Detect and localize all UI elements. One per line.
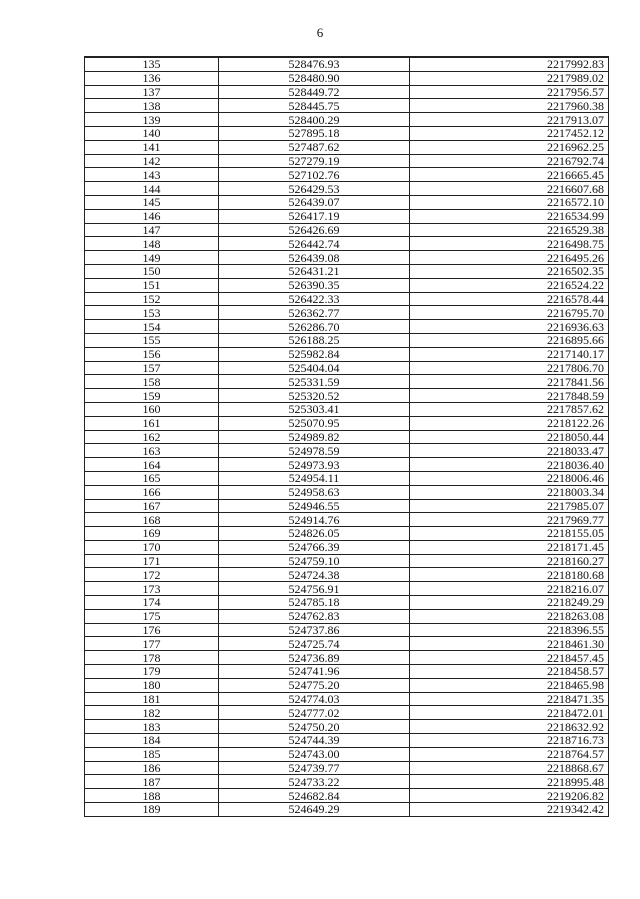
y-coordinate-cell: 2217992.83 <box>410 57 609 71</box>
table-row <box>85 195 609 209</box>
point-number-cell: 161 <box>85 416 219 430</box>
table-row <box>85 706 609 720</box>
table-row <box>85 306 609 320</box>
y-coordinate-cell: 2218716.73 <box>410 734 609 748</box>
x-coordinate-cell: 524736.89 <box>219 651 410 665</box>
y-coordinate-cell: 2216498.75 <box>410 237 609 251</box>
y-coordinate-cell: 2218006.46 <box>410 471 609 485</box>
point-number-cell: 157 <box>85 361 219 375</box>
y-coordinate-cell: 2216502.35 <box>410 264 609 278</box>
table-row <box>85 761 609 775</box>
point-number-cell: 159 <box>85 389 219 403</box>
table-row <box>85 582 609 596</box>
point-number-cell: 178 <box>85 651 219 665</box>
point-number-cell: 149 <box>85 251 219 265</box>
y-coordinate-cell: 2216665.45 <box>410 168 609 182</box>
table-row <box>85 485 609 499</box>
point-number-cell: 158 <box>85 375 219 389</box>
table-row <box>85 568 609 582</box>
point-number-cell: 137 <box>85 85 219 99</box>
y-coordinate-cell: 2216936.63 <box>410 320 609 334</box>
x-coordinate-cell: 527279.19 <box>219 154 410 168</box>
x-coordinate-cell: 525320.52 <box>219 389 410 403</box>
x-coordinate-cell: 524649.29 <box>219 803 410 817</box>
point-number-cell: 181 <box>85 692 219 706</box>
x-coordinate-cell: 524682.84 <box>219 789 410 803</box>
y-coordinate-cell: 2219342.42 <box>410 803 609 817</box>
table-row <box>85 554 609 568</box>
x-coordinate-cell: 526286.70 <box>219 320 410 334</box>
x-coordinate-cell: 524978.59 <box>219 444 410 458</box>
table-row <box>85 292 609 306</box>
table-row <box>85 499 609 513</box>
table-row <box>85 596 609 610</box>
x-coordinate-cell: 524733.22 <box>219 775 410 789</box>
y-coordinate-cell: 2218471.35 <box>410 692 609 706</box>
point-number-cell: 177 <box>85 637 219 651</box>
table-row <box>85 57 609 71</box>
x-coordinate-cell: 525404.04 <box>219 361 410 375</box>
point-number-cell: 172 <box>85 568 219 582</box>
y-coordinate-cell: 2217989.02 <box>410 71 609 85</box>
y-coordinate-cell: 2219206.82 <box>410 789 609 803</box>
table-row <box>85 168 609 182</box>
table-row <box>85 278 609 292</box>
y-coordinate-cell: 2217857.62 <box>410 402 609 416</box>
y-coordinate-cell: 2216962.25 <box>410 140 609 154</box>
table-row <box>85 651 609 665</box>
table-row <box>85 71 609 85</box>
x-coordinate-cell: 524759.10 <box>219 554 410 568</box>
table-row <box>85 513 609 527</box>
y-coordinate-cell: 2218036.40 <box>410 458 609 472</box>
table-row <box>85 402 609 416</box>
point-number-cell: 180 <box>85 678 219 692</box>
y-coordinate-cell: 2218160.27 <box>410 554 609 568</box>
table-row <box>85 430 609 444</box>
table-row <box>85 665 609 679</box>
y-coordinate-cell: 2218461.30 <box>410 637 609 651</box>
x-coordinate-cell: 526362.77 <box>219 306 410 320</box>
table-row <box>85 347 609 361</box>
y-coordinate-cell: 2218263.08 <box>410 609 609 623</box>
x-coordinate-cell: 526431.21 <box>219 264 410 278</box>
table-row <box>85 527 609 541</box>
y-coordinate-cell: 2217956.57 <box>410 85 609 99</box>
y-coordinate-cell: 2218632.92 <box>410 720 609 734</box>
y-coordinate-cell: 2218458.57 <box>410 665 609 679</box>
y-coordinate-cell: 2218003.34 <box>410 485 609 499</box>
x-coordinate-cell: 526442.74 <box>219 237 410 251</box>
point-number-cell: 176 <box>85 623 219 637</box>
x-coordinate-cell: 524774.03 <box>219 692 410 706</box>
x-coordinate-cell: 524766.39 <box>219 540 410 554</box>
table-row <box>85 333 609 347</box>
point-number-cell: 174 <box>85 596 219 610</box>
point-number-cell: 183 <box>85 720 219 734</box>
y-coordinate-cell: 2218122.26 <box>410 416 609 430</box>
x-coordinate-cell: 526426.69 <box>219 223 410 237</box>
point-number-cell: 184 <box>85 734 219 748</box>
table-row <box>85 678 609 692</box>
point-number-cell: 182 <box>85 706 219 720</box>
table-row <box>85 803 609 817</box>
x-coordinate-cell: 525070.95 <box>219 416 410 430</box>
x-coordinate-cell: 524750.20 <box>219 720 410 734</box>
x-coordinate-cell: 525303.41 <box>219 402 410 416</box>
table-row <box>85 99 609 113</box>
table-row <box>85 361 609 375</box>
x-coordinate-cell: 526422.33 <box>219 292 410 306</box>
page-number: 6 <box>316 25 324 40</box>
y-coordinate-cell: 2216495.26 <box>410 251 609 265</box>
point-number-cell: 169 <box>85 527 219 541</box>
table-row <box>85 126 609 140</box>
y-coordinate-cell: 2218155.05 <box>410 527 609 541</box>
y-coordinate-cell: 2217960.38 <box>410 99 609 113</box>
table-row <box>85 237 609 251</box>
y-coordinate-cell: 2217985.07 <box>410 499 609 513</box>
point-number-cell: 179 <box>85 665 219 679</box>
y-coordinate-cell: 2217806.70 <box>410 361 609 375</box>
x-coordinate-cell: 528480.90 <box>219 71 410 85</box>
x-coordinate-cell: 526390.35 <box>219 278 410 292</box>
point-number-cell: 189 <box>85 803 219 817</box>
table-row <box>85 320 609 334</box>
x-coordinate-cell: 524744.39 <box>219 734 410 748</box>
x-coordinate-cell: 526439.08 <box>219 251 410 265</box>
point-number-cell: 153 <box>85 306 219 320</box>
y-coordinate-cell: 2217848.59 <box>410 389 609 403</box>
table-row <box>85 775 609 789</box>
x-coordinate-cell: 524785.18 <box>219 596 410 610</box>
y-coordinate-cell: 2216578.44 <box>410 292 609 306</box>
point-number-cell: 136 <box>85 71 219 85</box>
x-coordinate-cell: 525331.59 <box>219 375 410 389</box>
x-coordinate-cell: 527487.62 <box>219 140 410 154</box>
table-row <box>85 692 609 706</box>
x-coordinate-cell: 525982.84 <box>219 347 410 361</box>
point-number-cell: 148 <box>85 237 219 251</box>
point-number-cell: 152 <box>85 292 219 306</box>
table-row <box>85 747 609 761</box>
x-coordinate-cell: 524777.02 <box>219 706 410 720</box>
point-number-cell: 147 <box>85 223 219 237</box>
table-row <box>85 251 609 265</box>
x-coordinate-cell: 524725.74 <box>219 637 410 651</box>
table-row <box>85 623 609 637</box>
point-number-cell: 144 <box>85 182 219 196</box>
table-row <box>85 416 609 430</box>
y-coordinate-cell: 2218995.48 <box>410 775 609 789</box>
point-number-cell: 160 <box>85 402 219 416</box>
point-number-cell: 146 <box>85 209 219 223</box>
x-coordinate-cell: 528449.72 <box>219 85 410 99</box>
y-coordinate-cell: 2216534.99 <box>410 209 609 223</box>
x-coordinate-cell: 528445.75 <box>219 99 410 113</box>
table-row <box>85 540 609 554</box>
table-row <box>85 720 609 734</box>
table-row <box>85 182 609 196</box>
x-coordinate-cell: 524762.83 <box>219 609 410 623</box>
point-number-cell: 173 <box>85 582 219 596</box>
y-coordinate-cell: 2216572.10 <box>410 195 609 209</box>
y-coordinate-cell: 2218249.29 <box>410 596 609 610</box>
table-row <box>85 113 609 127</box>
x-coordinate-cell: 527895.18 <box>219 126 410 140</box>
table-row <box>85 789 609 803</box>
y-coordinate-cell: 2216895.66 <box>410 333 609 347</box>
table-row <box>85 471 609 485</box>
point-number-cell: 135 <box>85 57 219 71</box>
table-row <box>85 85 609 99</box>
x-coordinate-cell: 527102.76 <box>219 168 410 182</box>
y-coordinate-cell: 2217452.12 <box>410 126 609 140</box>
y-coordinate-cell: 2218465.98 <box>410 678 609 692</box>
table-row <box>85 209 609 223</box>
y-coordinate-cell: 2218180.68 <box>410 568 609 582</box>
x-coordinate-cell: 524737.86 <box>219 623 410 637</box>
x-coordinate-cell: 524724.38 <box>219 568 410 582</box>
point-number-cell: 165 <box>85 471 219 485</box>
x-coordinate-cell: 524973.93 <box>219 458 410 472</box>
table-row <box>85 154 609 168</box>
point-number-cell: 150 <box>85 264 219 278</box>
y-coordinate-cell: 2218050.44 <box>410 430 609 444</box>
coordinates-table-body <box>85 57 609 816</box>
point-number-cell: 140 <box>85 126 219 140</box>
point-number-cell: 145 <box>85 195 219 209</box>
point-number-cell: 166 <box>85 485 219 499</box>
point-number-cell: 167 <box>85 499 219 513</box>
point-number-cell: 151 <box>85 278 219 292</box>
point-number-cell: 138 <box>85 99 219 113</box>
point-number-cell: 141 <box>85 140 219 154</box>
point-number-cell: 187 <box>85 775 219 789</box>
x-coordinate-cell: 524914.76 <box>219 513 410 527</box>
x-coordinate-cell: 524743.00 <box>219 747 410 761</box>
point-number-cell: 154 <box>85 320 219 334</box>
y-coordinate-cell: 2218171.45 <box>410 540 609 554</box>
y-coordinate-cell: 2218472.01 <box>410 706 609 720</box>
x-coordinate-cell: 524946.55 <box>219 499 410 513</box>
x-coordinate-cell: 524741.96 <box>219 665 410 679</box>
y-coordinate-cell: 2218764.57 <box>410 747 609 761</box>
y-coordinate-cell: 2217913.07 <box>410 113 609 127</box>
point-number-cell: 139 <box>85 113 219 127</box>
point-number-cell: 170 <box>85 540 219 554</box>
table-row <box>85 389 609 403</box>
point-number-cell: 163 <box>85 444 219 458</box>
x-coordinate-cell: 528400.29 <box>219 113 410 127</box>
point-number-cell: 171 <box>85 554 219 568</box>
x-coordinate-cell: 524954.11 <box>219 471 410 485</box>
x-coordinate-cell: 524958.63 <box>219 485 410 499</box>
point-number-cell: 156 <box>85 347 219 361</box>
table-row <box>85 140 609 154</box>
coordinates-table <box>84 56 609 817</box>
y-coordinate-cell: 2216607.68 <box>410 182 609 196</box>
x-coordinate-cell: 526439.07 <box>219 195 410 209</box>
point-number-cell: 186 <box>85 761 219 775</box>
point-number-cell: 143 <box>85 168 219 182</box>
point-number-cell: 162 <box>85 430 219 444</box>
x-coordinate-cell: 526429.53 <box>219 182 410 196</box>
y-coordinate-cell: 2217969.77 <box>410 513 609 527</box>
table-row <box>85 444 609 458</box>
table-row <box>85 223 609 237</box>
point-number-cell: 164 <box>85 458 219 472</box>
point-number-cell: 185 <box>85 747 219 761</box>
y-coordinate-cell: 2216529.38 <box>410 223 609 237</box>
y-coordinate-cell: 2218216.07 <box>410 582 609 596</box>
y-coordinate-cell: 2218457.45 <box>410 651 609 665</box>
point-number-cell: 188 <box>85 789 219 803</box>
y-coordinate-cell: 2218396.55 <box>410 623 609 637</box>
point-number-cell: 155 <box>85 333 219 347</box>
point-number-cell: 175 <box>85 609 219 623</box>
x-coordinate-cell: 526417.19 <box>219 209 410 223</box>
y-coordinate-cell: 2218033.47 <box>410 444 609 458</box>
y-coordinate-cell: 2217140.17 <box>410 347 609 361</box>
table-row <box>85 609 609 623</box>
table-row <box>85 637 609 651</box>
point-number-cell: 168 <box>85 513 219 527</box>
y-coordinate-cell: 2217841.56 <box>410 375 609 389</box>
y-coordinate-cell: 2218868.67 <box>410 761 609 775</box>
x-coordinate-cell: 528476.93 <box>219 57 410 71</box>
point-number-cell: 142 <box>85 154 219 168</box>
x-coordinate-cell: 524739.77 <box>219 761 410 775</box>
x-coordinate-cell: 524826.05 <box>219 527 410 541</box>
y-coordinate-cell: 2216792.74 <box>410 154 609 168</box>
x-coordinate-cell: 524775.20 <box>219 678 410 692</box>
table-row <box>85 264 609 278</box>
table-row <box>85 375 609 389</box>
table-row <box>85 734 609 748</box>
x-coordinate-cell: 524989.82 <box>219 430 410 444</box>
table-row <box>85 458 609 472</box>
y-coordinate-cell: 2216524.22 <box>410 278 609 292</box>
x-coordinate-cell: 526188.25 <box>219 333 410 347</box>
x-coordinate-cell: 524756.91 <box>219 582 410 596</box>
y-coordinate-cell: 2216795.70 <box>410 306 609 320</box>
